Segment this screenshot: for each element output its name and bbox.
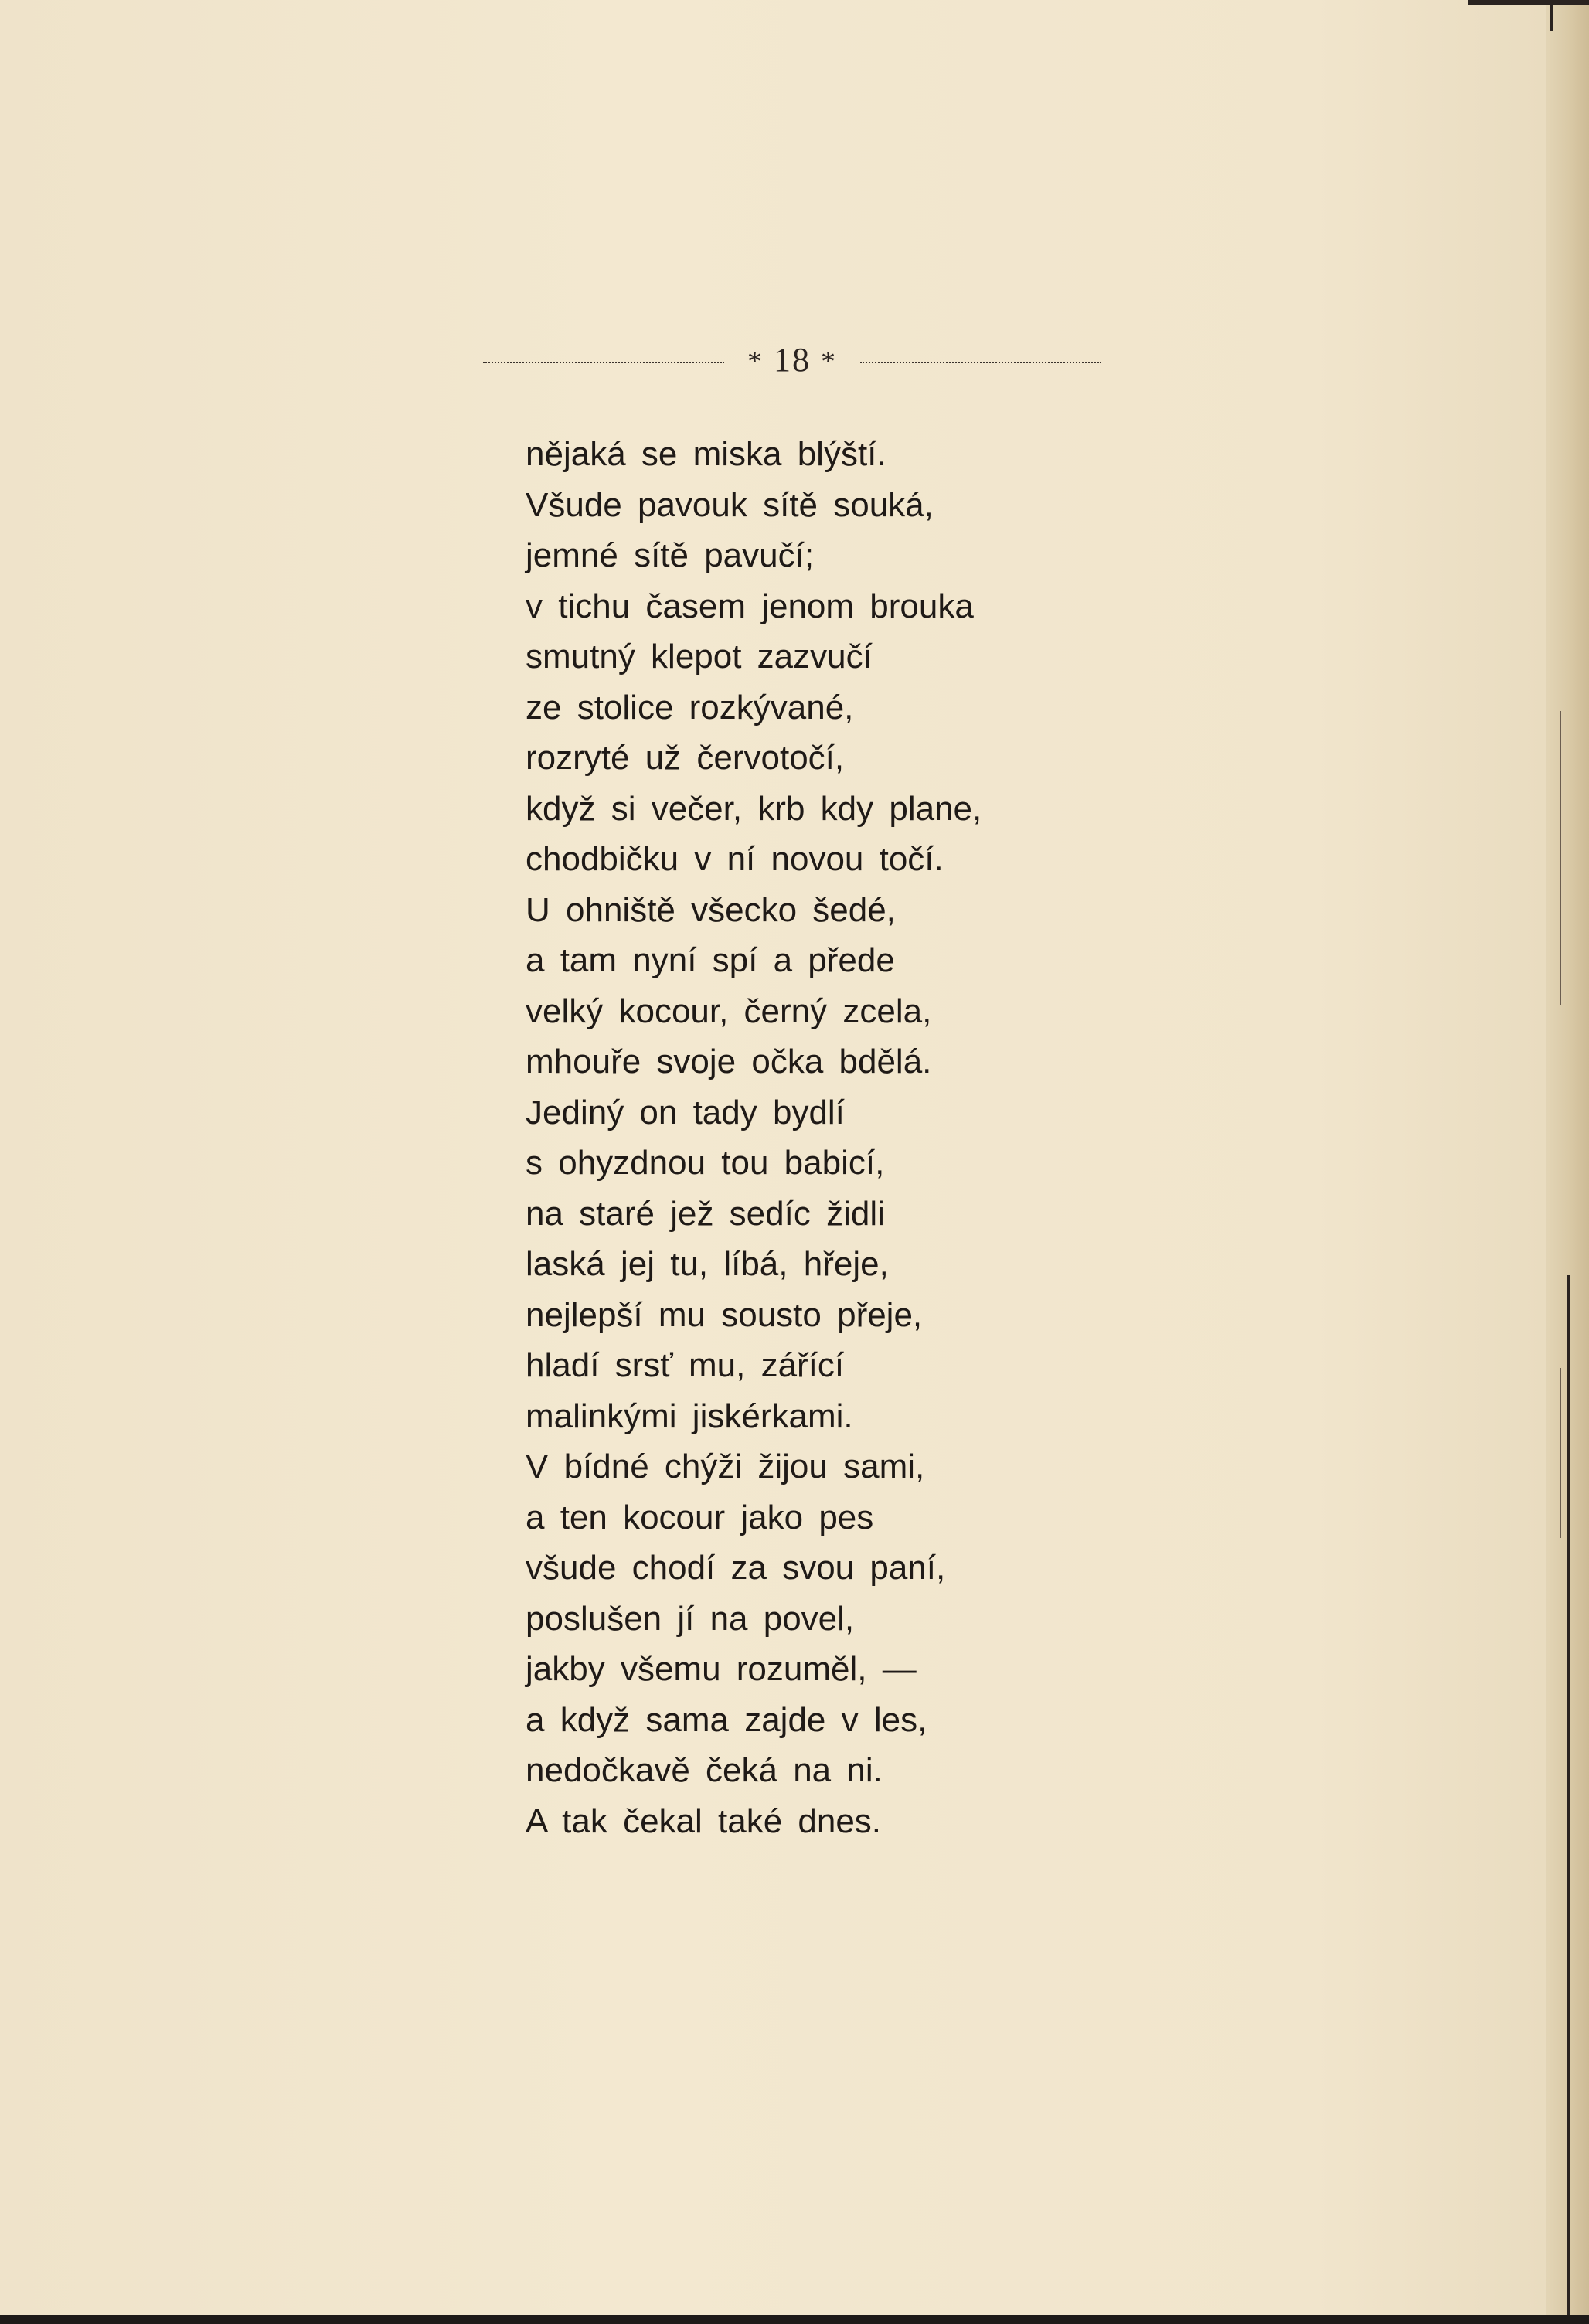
ornament-right: * <box>821 345 837 378</box>
poem-line: a když sama zajde v les, <box>526 1700 927 1739</box>
scan-border <box>1468 0 1589 5</box>
poem-line: a tam nyní spí a přede <box>526 941 895 979</box>
poem-line: smutný klepot zazvučí <box>526 638 873 675</box>
dotted-rule <box>860 362 1101 363</box>
poem-line: Jediný on tady bydlí <box>526 1093 845 1131</box>
poem-line: rozryté už červotočí, <box>526 739 845 777</box>
poem-line: v tichu časem jenom brouka <box>526 587 974 625</box>
ornament-left: * <box>747 345 764 378</box>
page-header <box>483 340 1101 379</box>
edge-line <box>1550 0 1553 31</box>
poem-line: všude chodí za svou paní, <box>526 1549 946 1587</box>
poem-line: mhouře svoje očka bdělá. <box>526 1043 932 1080</box>
page-number-row <box>724 340 860 379</box>
poem-line: laská jej tu, líbá, hřeje, <box>526 1245 889 1283</box>
page-number: 18 <box>774 341 811 379</box>
poem-line: ze stolice rozkývané, <box>526 688 854 726</box>
poem-line: nejlepší mu sousto přeje, <box>526 1295 923 1334</box>
poem-line: chodbičku v ní novou točí. <box>526 840 944 878</box>
poem-line: a ten kocour jako pes <box>526 1498 874 1536</box>
dotted-rule <box>483 362 724 363</box>
poem-line: A tak čekal také dnes. <box>526 1802 882 1840</box>
poem-line: Všude pavouk sítě souká, <box>526 485 934 524</box>
poem-line: velký kocour, černý zcela, <box>526 992 932 1030</box>
poem-line: malinkými jiskérkami. <box>526 1397 853 1435</box>
poem-line: když si večer, krb kdy plane, <box>526 789 982 828</box>
poem-line: jemné sítě pavučí; <box>526 536 815 574</box>
poem-line: nedočkavě čeká na ni. <box>526 1751 883 1789</box>
poem-line: U ohniště všecko šedé, <box>526 890 896 929</box>
edge-line <box>1560 711 1561 1005</box>
edge-line <box>1560 1368 1561 1538</box>
edge-line <box>1567 1275 1570 2324</box>
poem-text <box>526 429 1067 1846</box>
poem-line: hladí srsť mu, zářící <box>526 1346 845 1384</box>
scan-border <box>0 2315 1589 2324</box>
poem-line: jakby všemu rozuměl, — <box>526 1650 917 1688</box>
poem-line: nějaká se miska blýští. <box>526 435 886 473</box>
poem-line: V bídné chýži žijou sami, <box>526 1448 925 1485</box>
poem-line: poslušen jí na povel, <box>526 1599 855 1638</box>
poem-line: na staré jež sedíc židli <box>526 1194 885 1233</box>
poem-line: s ohyzdnou tou babicí, <box>526 1144 885 1182</box>
